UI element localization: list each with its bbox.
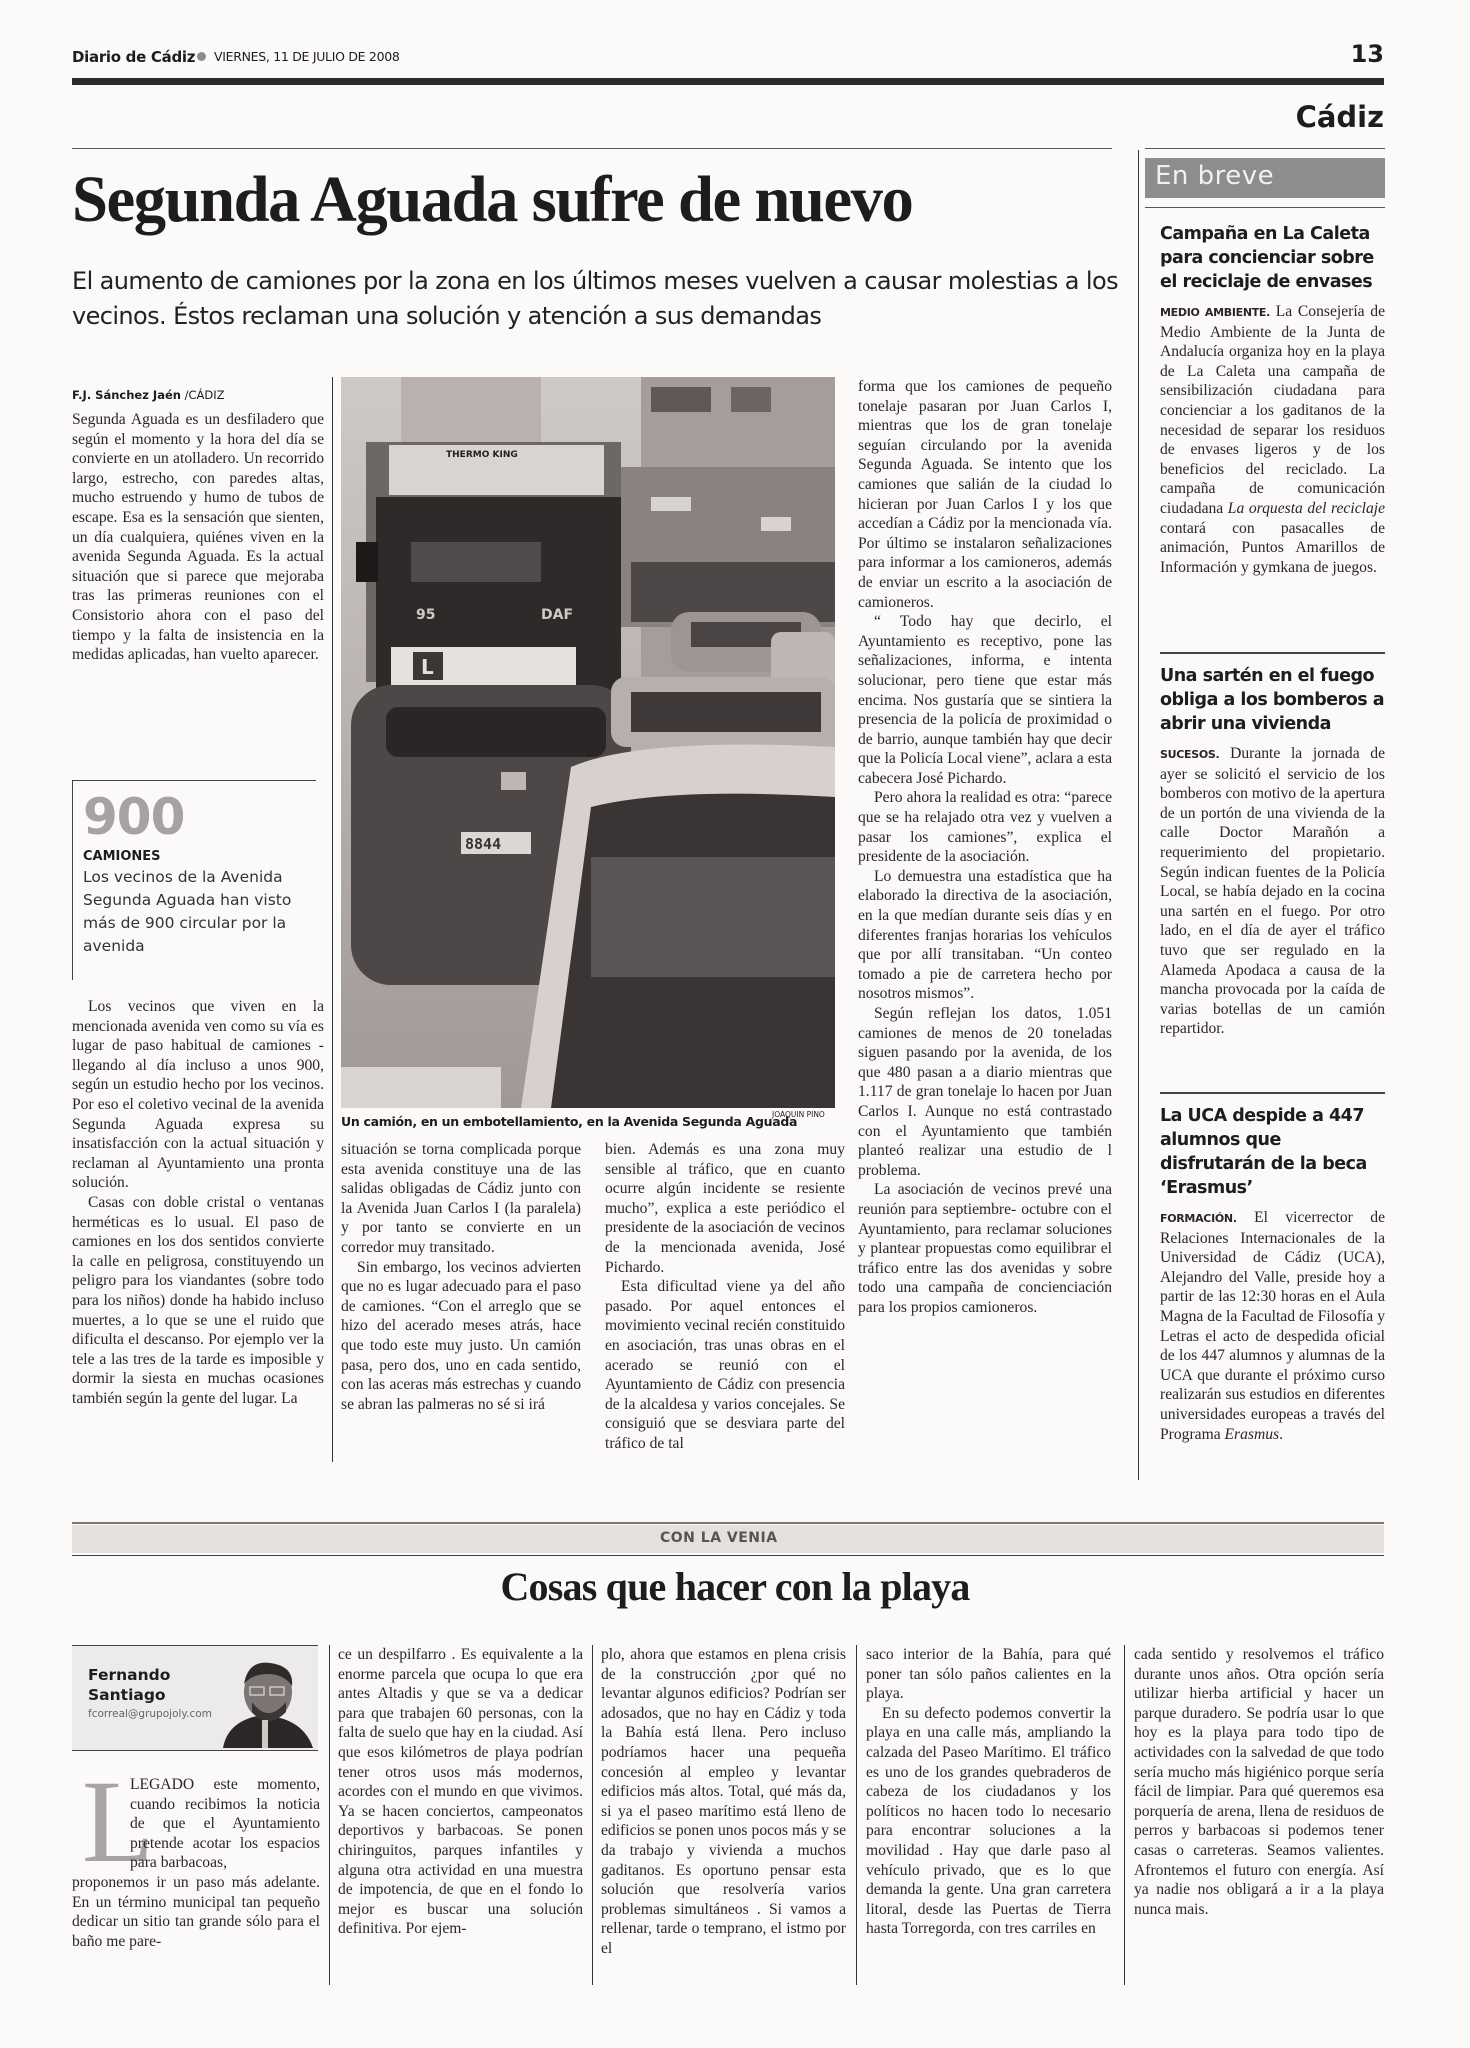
brief-text: contará con pasacalles de animación, Puntos Amarillos de Información y gymkana de juegos. [1160,519,1385,576]
article-photo [341,377,835,1108]
brief-text: La Consejería de Medio Ambiente de la Junta de Andalucía organiza hoy en la playa de La Caleta una campaña de sensibilización ciudadana para concienciar a los gaditanos de la necesidad de separar los residuos de envases ligeros y de los beneficios del reciclado. La campaña de comunicación ciudadana [1160,303,1386,517]
paragraph: Esta dificultad viene ya del año pasado. Por aquel entonces el movimiento vecinal recién constituido en asociación, tras unas obras en el acerado se reunió con el Ayuntamiento de Cádiz con presencia de la alcaldesa y varios concejales. Se consiguió que se desviara parte del tráfico de tal [605,1278,845,1452]
paragraph: saco interior de la Bahía, para qué poner tan sólo paños calientes en la playa. [866,1646,1111,1703]
paragraph: bien. Además es una zona muy sensible al tráfico, que en cuanto ocurre algún incidente se resiente mucho”, explica a este periódico el presidente de la asociación de vecinos de la mencionada avenida, José Pichardo. [605,1141,845,1276]
masthead-rule [72,78,1384,85]
sidebar-rule [1145,207,1385,208]
bullet-icon [197,52,206,61]
traffic-jam-photo [341,377,835,1108]
brief-headline: Una sartén en el fuego obliga a los bomberos a abrir una vivienda [1160,666,1385,734]
author-name [88,1665,170,1705]
paragraph: Segunda Aguada es un desfiladero que según el momento y la hora del día se convierte en un atolladero. Un recorrido largo, estrecho, con paredes altas, mucho estruendo y humo de tubos de escape. Esa es la sensación que sienten, un día cualquiera, quiénes viven en la avenida Segunda Aguada. Es la actual situación que si parece que mejoraba tras las primeras reuniones con el Consistorio ahora con el paso del tiempo y la falta de insistencia en la medidas aplicadas, han vuelto aparecer. [72,411,324,664]
page-number: 13 [1350,40,1384,68]
section-title: Cádiz [1295,100,1384,134]
paragraph: ce un despilfarro . Es equivalente a la enorme parcela que ocupa lo que era antes Altadis y que se va a dedicar para que trabajen 60 personas, con la falta de suelo que hay en la ciudad. Así que esos kilómetros de playa podrían tener otros usos más modernos, acordes con el mundo en que vivimos. Ya se hacen conciertos, campeonatos deportivos y barbacoas. Se ponen chiringuitos, parques infantiles y alguna otra actividad en una muestra de impotencia, de que en el fondo lo mejor es buscar una solución definitiva. Por ejem- [338,1646,583,1938]
brief-italic: Erasmus [1224,1425,1280,1443]
newspaper-name: Diario de Cádiz [72,48,196,66]
in-brief-banner [1145,158,1385,198]
brief-text: Durante la jornada de ayer se solicitó el servicio de los bomberos con motivo de la apertura de un portón de una vivienda de la calle Doctor Marañón a requerimiento del propietario. Según indican fuentes de la Policía Local, se había dejado en la cocina una sartén en el fuego. Por otro lado, en el día de ayer el tráfico tuvo que ser regulado en la Alameda Apodaca a causa de la mancha provocada por la caída de varias botellas de un camión repartidor. [1160,745,1385,1038]
opinion-rule [72,1555,1384,1556]
sidebar-divider [1138,150,1139,1480]
article-column-3 [605,1140,845,1454]
opinion-column-5 [1134,1645,1384,1919]
column-divider [332,377,333,1462]
brief-body [1160,1208,1385,1444]
license-plate-text: 8844 [465,835,502,853]
drop-cap: L [82,1756,155,1887]
column-divider [856,1645,857,1985]
article-column-1-bottom [72,997,324,1408]
paragraph: plo, ahora que estamos en plena crisis de la construcción ¿por qué no levantar algunos edificios? Podrían ser adosados, que no hay en Cádiz y toda la Bahía está llena. Pero incluso podríamos hacer una pequeña concesión al empleo y levantar edificios más altos. Total, qué más da, si ya el paseo marítimo está lleno de edificios se ponen unos pocos más y se da trabajo y vivienda a muchos gaditanos. Es oportuno pensar esta solución que resolvería varios problemas simultáneos . Si vamos a rellenar, tarde o temprano, el istmo por el [601,1646,846,1957]
author-photo [208,1660,318,1748]
article-column-2 [341,1140,581,1414]
brief-headline: La UCA despide a 447 alumnos que disfrutarán de la beca ‘Erasmus’ [1160,1106,1367,1198]
learner-plate-letter: L [421,655,434,679]
brief-text: . [1279,1425,1284,1443]
opinion-column-3 [601,1645,846,1959]
paragraph: proponemos ir un paso más adelante. En un término municipal tan pequeño dedicar un sitio tan grande sólo para el baño me pare- [72,1873,320,1950]
brief-item [1160,1104,1385,1444]
headline-rule [72,148,1112,149]
paragraph: Lo demuestra una estadística que ha elaborado la directiva de la asociación, en la que medían durante seis días y en diferentes franjas horarias los vehículos que por allí transitaban. “Un conteo tomado a pie de carretera hecho por nosotros mismos”. [858,867,1112,1003]
paragraph: La asociación de vecinos prevé una reunión para septiembre- octubre con el Ayuntamiento, para reclamar soluciones y plantear propuestas como equilibrar el tráfico entre las dos avenidas y sobre todo una campaña de concienciación para los propios camioneros. [858,1181,1112,1316]
opinion-column-2 [338,1645,583,1939]
author-portrait [208,1660,318,1748]
brief-body [1160,744,1385,1039]
truck-model-text: 95 [416,607,436,623]
brief-text: El vicerrector de Relaciones Internacionales de la Universidad de Cádiz (UCA), Alejandro del Valle, preside hoy a partir de las 12:30 horas en el Aula Magna de la Facultad de Filosofía y Letras el acto de despedida oficial de los 447 alumnos y alumnas de la UCA que durante el próximo curso realizarán sus estudios en diferentes universidades europeas a través del Programa [1160,1209,1385,1443]
brief-separator [1160,652,1385,654]
paragraph: cada sentido y resolvemos el tráfico durante unos años. Otra opción sería utilizar hierba artificial y hacer un parque duradero. Se podría usar lo que hoy es la playa para todo tipo de actividades con la salvedad de que todo sería mucho más higiénico porque sería fácil de limpiar. Para qué queremos esa porquería de arena, llena de residuos de perros y barbacoas si podemos tener casas o carreteras. Seamos valientes. Afrontemos el futuro con energía. Así ya nadie nos obligará a ir a la playa nunca mais. [1134,1646,1384,1918]
brief-item [1160,222,1385,577]
opinion-rule [72,1522,1384,1524]
author-first-name: Fernando [88,1666,171,1684]
article-headline: Segunda Aguada sufre de nuevo [72,163,913,236]
brief-body [1160,302,1385,577]
brief-separator [1160,1092,1385,1094]
sidebar-rule [1145,148,1385,149]
brief-kicker: FORMACIÓN. [1160,1212,1237,1225]
paragraph: situación se torna complicada porque esta avenida constituye una de las salidas obligadas de Cádiz junto con la Avenida Juan Carlos I (la paralela) y por tanto se convierte en un corredor muy transitado. [341,1141,581,1256]
issue-date: VIERNES, 11 DE JULIO DE 2008 [214,49,400,64]
article-column-4 [858,377,1112,1318]
brief-italic: La orquesta del reciclaje [1227,499,1385,517]
opinion-lead: LEGADO este momento, cuando recibimos la noticia de que el Ayuntamiento pretende acotar los espacios para barbacoas, [130,1776,320,1872]
opinion-section-label: CON LA VENIA [660,1530,778,1546]
opinion-column-4 [866,1645,1111,1939]
column-divider [329,1645,330,1985]
article-column-1-top [72,410,324,665]
opinion-column-1 [72,1775,320,1951]
opinion-headline: Cosas que hacer con la playa [500,1564,970,1609]
stat-number: 900 [83,788,185,846]
brief-item [1160,664,1385,1039]
author-email[interactable]: fcorreal@grupojoly.com [88,1708,212,1720]
brief-kicker: SUCESOS. [1160,748,1220,761]
paragraph: Pero ahora la realidad es otra: “parece que se ha relajado otra vez y vuelven a pasar los camiones”, explica el presidente de la asociación. [858,789,1112,866]
byline [72,388,225,402]
byline-author: F.J. Sánchez Jaén [72,388,181,402]
paragraph: Los vecinos que viven en la mencionada avenida ven como su vía es lugar de paso habitual de camiones - llegando al día incluso a unos 900, según un estudio hecho por los vecinos. Por eso el coletivo vecinal de la avenida Segunda Aguada expresa su insatisfacción con la actual situación y reclaman al Ayuntamiento una pronta solución. [72,998,324,1192]
author-last-name: Santiago [88,1686,166,1704]
column-divider [592,1645,593,1985]
byline-location: /CÁDIZ [184,388,225,402]
paragraph: “ Todo hay que decirlo, el Ayuntamiento es receptivo, pone las señalizaciones, informa, e intenta solucionar, pero tiene que estar más encima. Nos gustaría que se sintiera la presencia de la policía de proximidad o de barrio, aunque también hay que decir que la Policía Local viene”, aclara a esta cabecera José Pichardo. [858,613,1112,787]
paragraph: forma que los camiones de pequeño tonelaje pasaran por Juan Carlos I, mientras que los de gran tonelaje seguían circulando por la avenida Segunda Aguada. Se intento que los camiones que salián de la ciudad lo hicieran por Juan Carlos I y los que accedían a Cádiz por la mencionada vía. Por último se instalaron señalizaciones para informar a los camioneros, además de enviar un escrito a la asociación de camioneros. [858,378,1112,611]
photo-caption: Un camión, en un embotellamiento, en la Avenida Segunda Aguada [341,1114,798,1129]
truck-sign-text: THERMO KING [446,450,518,460]
stat-box [72,780,316,980]
paragraph: Según reflejan los datos, 1.051 camiones de menos de 20 toneladas siguen pasando por la avenida, de los que 480 pasan a a diario mientras que 1.117 de gran tonelaje lo hacen por Juan Carlos I. Aunque no está contrastado con el Ayuntamiento que también planteó realizar una estudio de l problema. [858,1005,1112,1179]
stat-text: Los vecinos de la Avenida Segunda Aguada han visto más de 900 circular por la avenida [83,868,292,955]
truck-brand-text: DAF [541,607,574,623]
article-subheadline: El aumento de camiones por la zona en los últimos meses vuelven a causar molestias a los vecinos. Éstos reclaman una solución y atención a sus demandas [72,267,1118,330]
paragraph: Sin embargo, los vecinos advierten que no es lugar adecuado para el paso de camiones. “Con el arreglo que se hizo del acerado meses atrás, hace que todo este muy justo. Un camión pasa, pero dos, uno en cada sentido, con las aceras más estrechas y cuando se abran las palmeras no sé si irá [341,1258,581,1413]
stat-label: CAMIONES [83,849,161,864]
column-divider [1124,1645,1125,1985]
photo-credit: JOAQUIN PINO [772,1110,825,1119]
paragraph: En su defecto podemos convertir la playa en una calle más, ampliando la calzada del Paseo Marítimo. El tráfico es uno de los grandes quebraderos de cabeza de los ciudadanos y los políticos no hacen todo lo necesario para encontrar soluciones a la movilidad . Hay que darle paso al vehículo privado, que es lo que demanda la gente. Una gran carretera litoral, desde las Puertas de Tierra hasta Torregorda, con tres carriles en [866,1704,1111,1938]
in-brief-label: En breve [1155,161,1275,191]
paragraph: Casas con doble cristal o ventanas herméticas es lo usual. El paso de camiones en los dos sentidos convierte la calle en peligrosa, constituyendo un peligro para los viandantes (sobre todo para los niños) donde ha habido incluso muertes, a lo que se une el ruido que dificulta el descanso. Por ejemplo ver la tele a las tres de la tarde es imposible y dormir la siesta en muchas ocasiones también según la gente del lugar. La [72,1193,324,1407]
brief-headline: Campaña en La Caleta para concienciar sobre el reciclaje de envases [1160,224,1374,292]
brief-kicker: MEDIO AMBIENTE. [1160,306,1271,319]
